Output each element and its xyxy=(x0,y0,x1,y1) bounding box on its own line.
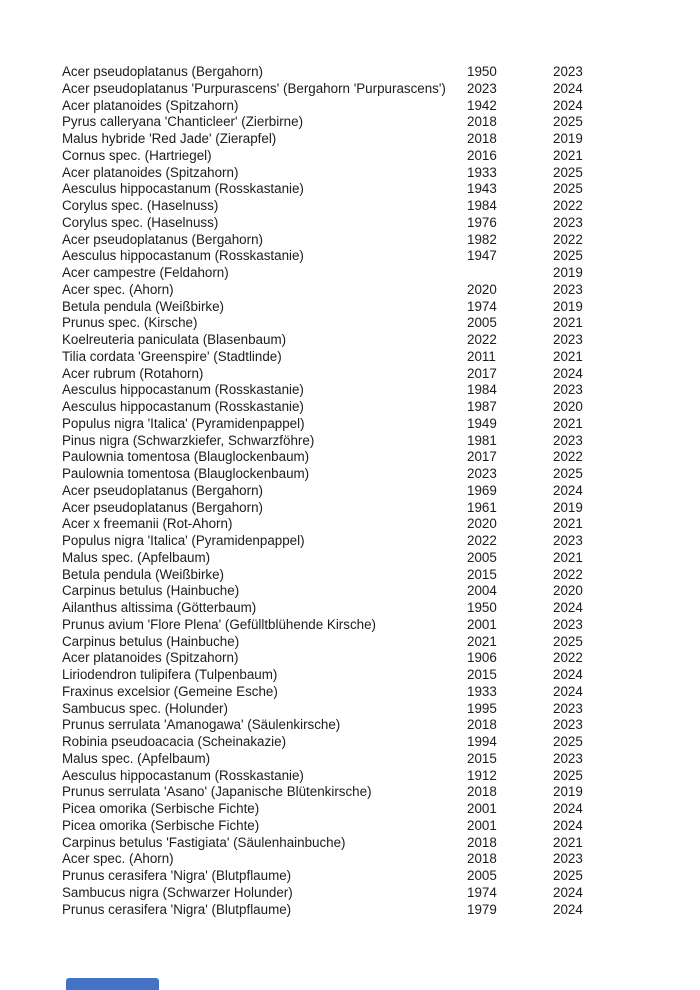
species-name: Acer pseudoplatanus (Bergahorn) xyxy=(62,482,263,498)
year-second: 2023 xyxy=(553,332,583,347)
table-row xyxy=(0,332,700,349)
species-name: Prunus cerasifera 'Nigra' (Blutpflaume) xyxy=(62,901,292,917)
year-second: 2019 xyxy=(553,499,583,515)
year-first: 2016 xyxy=(467,147,497,163)
table-row xyxy=(0,617,700,634)
year-first: 1942 xyxy=(467,97,497,113)
species-name: Prunus avium 'Flore Plena' (Gefülltblühende Kirsche) xyxy=(62,616,376,632)
year-first: 1906 xyxy=(467,650,497,666)
year-first: 1987 xyxy=(467,399,497,414)
species-name: Tilia cordata 'Greenspire' (Stadtlinde) xyxy=(62,348,282,364)
year-second: 2025 xyxy=(553,466,583,481)
table-row xyxy=(0,818,700,835)
year-first: 2018 xyxy=(467,784,497,800)
table-row xyxy=(0,634,700,651)
table-row xyxy=(0,382,700,399)
year-second: 2023 xyxy=(553,382,583,398)
year-first: 2018 xyxy=(467,834,497,850)
year-second: 2024 xyxy=(553,80,583,96)
species-name: Cornus spec. (Hartriegel) xyxy=(62,147,212,163)
species-name: Aesculus hippocastanum (Rosskastanie) xyxy=(62,248,304,264)
table-row xyxy=(0,868,700,885)
year-first: 1994 xyxy=(467,734,497,749)
table-row xyxy=(0,232,700,249)
table-row xyxy=(0,483,700,500)
year-second: 2021 xyxy=(553,315,583,331)
species-name: Acer campestre (Feldahorn) xyxy=(62,265,229,280)
year-first: 2018 xyxy=(467,114,497,130)
table-row xyxy=(0,299,700,316)
species-name: Aesculus hippocastanum (Rosskastanie) xyxy=(62,767,304,783)
year-second: 2021 xyxy=(553,348,583,364)
year-first: 1933 xyxy=(467,164,497,180)
year-first: 2015 xyxy=(467,750,497,766)
species-name: Paulownia tomentosa (Blauglockenbaum) xyxy=(62,449,310,465)
table-row xyxy=(0,148,700,165)
species-name: Acer rubrum (Rotahorn) xyxy=(62,365,204,381)
species-name: Acer spec. (Ahorn) xyxy=(62,851,174,867)
table-row xyxy=(0,114,700,131)
species-name: Corylus spec. (Haselnuss) xyxy=(62,214,219,230)
species-name: Pinus nigra (Schwarzkiefer, Schwarzföhre) xyxy=(62,432,315,448)
table-row xyxy=(0,165,700,182)
year-second: 2024 xyxy=(553,801,583,816)
year-first: 2021 xyxy=(467,633,497,649)
table-row xyxy=(0,198,700,215)
species-name: Picea omorika (Serbische Fichte) xyxy=(62,801,260,816)
species-name: Carpinus betulus (Hainbuche) xyxy=(62,633,240,649)
table-row xyxy=(0,885,700,902)
table-row xyxy=(0,282,700,299)
year-second: 2021 xyxy=(553,549,583,565)
year-second: 2023 xyxy=(553,750,583,766)
species-name: Acer spec. (Ahorn) xyxy=(62,281,174,297)
year-first: 1979 xyxy=(467,901,497,917)
tree-table xyxy=(0,64,700,918)
year-first: 1912 xyxy=(467,767,497,783)
species-name: Acer pseudoplatanus (Bergahorn) xyxy=(62,64,263,79)
year-first: 2004 xyxy=(467,583,497,599)
table-row xyxy=(0,516,700,533)
year-first: 2018 xyxy=(467,717,497,733)
year-second: 2022 xyxy=(553,231,583,247)
year-second: 2021 xyxy=(553,147,583,163)
year-second: 2025 xyxy=(553,181,583,197)
year-first: 1974 xyxy=(467,884,497,900)
species-name: Koelreuteria paniculata (Blasenbaum) xyxy=(62,332,287,347)
table-row xyxy=(0,181,700,198)
year-first: 2001 xyxy=(467,801,497,816)
year-second: 2020 xyxy=(553,583,583,599)
table-row xyxy=(0,349,700,366)
year-second: 2022 xyxy=(553,566,583,582)
species-name: Populus nigra 'Italica' (Pyramidenpappel) xyxy=(62,533,305,548)
table-row xyxy=(0,433,700,450)
year-first: 1981 xyxy=(467,432,497,448)
table-row xyxy=(0,248,700,265)
table-row xyxy=(0,667,700,684)
year-first: 2005 xyxy=(467,868,497,883)
species-name: Sambucus spec. (Holunder) xyxy=(62,700,228,716)
species-name: Betula pendula (Weißbirke) xyxy=(62,298,225,314)
year-second: 2019 xyxy=(553,265,583,280)
year-second: 2024 xyxy=(553,365,583,381)
table-row xyxy=(0,717,700,734)
year-first: 1961 xyxy=(467,499,497,515)
species-name: Malus hybride 'Red Jade' (Zierapfel) xyxy=(62,131,277,146)
table-row xyxy=(0,500,700,517)
cutoff-blue-button[interactable] xyxy=(66,978,159,990)
year-first: 2018 xyxy=(467,851,497,867)
year-second: 2020 xyxy=(553,399,583,414)
species-name: Prunus serrulata 'Amanogawa' (Säulenkirsche) xyxy=(62,717,341,733)
table-row xyxy=(0,315,700,332)
year-second: 2024 xyxy=(553,901,583,917)
species-name: Aesculus hippocastanum (Rosskastanie) xyxy=(62,399,304,414)
year-first: 2015 xyxy=(467,667,497,682)
species-name: Corylus spec. (Haselnuss) xyxy=(62,198,219,213)
year-second: 2023 xyxy=(553,851,583,867)
table-row xyxy=(0,366,700,383)
year-second: 2021 xyxy=(553,834,583,850)
species-name: Liriodendron tulipifera (Tulpenbaum) xyxy=(62,667,278,682)
year-first: 1974 xyxy=(467,298,497,314)
year-second: 2023 xyxy=(553,432,583,448)
species-name: Prunus spec. (Kirsche) xyxy=(62,315,198,331)
table-row xyxy=(0,265,700,282)
year-second: 2023 xyxy=(553,700,583,716)
year-first: 2001 xyxy=(467,817,497,833)
year-first: 2001 xyxy=(467,616,497,632)
table-row xyxy=(0,751,700,768)
species-name: Carpinus betulus 'Fastigiata' (Säulenhainbuche) xyxy=(62,834,346,850)
table-row xyxy=(0,567,700,584)
species-name: Acer platanoides (Spitzahorn) xyxy=(62,164,239,180)
table-row xyxy=(0,600,700,617)
year-second: 2023 xyxy=(553,717,583,733)
table-row xyxy=(0,734,700,751)
year-second: 2024 xyxy=(553,600,583,615)
year-second: 2021 xyxy=(553,516,583,532)
year-first: 2005 xyxy=(467,549,497,565)
year-second: 2025 xyxy=(553,633,583,649)
year-second: 2019 xyxy=(553,784,583,800)
year-first: 1995 xyxy=(467,700,497,716)
species-name: Acer x freemanii (Rot-Ahorn) xyxy=(62,516,233,532)
table-row xyxy=(0,81,700,98)
year-second: 2019 xyxy=(553,131,583,146)
table-row xyxy=(0,835,700,852)
year-second: 2023 xyxy=(553,533,583,548)
table-row xyxy=(0,768,700,785)
year-second: 2024 xyxy=(553,667,583,682)
species-name: Malus spec. (Apfelbaum) xyxy=(62,549,211,565)
species-name: Prunus serrulata 'Asano' (Japanische Blütenkirsche) xyxy=(62,784,372,800)
species-name: Robinia pseudoacacia (Scheinakazie) xyxy=(62,734,287,749)
table-row xyxy=(0,784,700,801)
species-name: Picea omorika (Serbische Fichte) xyxy=(62,817,260,833)
year-second: 2025 xyxy=(553,868,583,883)
year-second: 2024 xyxy=(553,884,583,900)
year-second: 2025 xyxy=(553,114,583,130)
year-second: 2025 xyxy=(553,164,583,180)
year-first: 1947 xyxy=(467,248,497,264)
year-first: 1976 xyxy=(467,214,497,230)
species-name: Pyrus calleryana 'Chanticleer' (Zierbirne) xyxy=(62,114,304,130)
year-first: 2018 xyxy=(467,131,497,146)
table-row xyxy=(0,583,700,600)
table-row xyxy=(0,64,700,81)
species-name: Malus spec. (Apfelbaum) xyxy=(62,750,211,766)
species-name: Aesculus hippocastanum (Rosskastanie) xyxy=(62,382,304,398)
year-first: 2023 xyxy=(467,80,497,96)
year-second: 2024 xyxy=(553,817,583,833)
year-second: 2025 xyxy=(553,734,583,749)
table-row xyxy=(0,701,700,718)
year-second: 2021 xyxy=(553,415,583,431)
table-row xyxy=(0,550,700,567)
year-second: 2022 xyxy=(553,650,583,666)
table-row xyxy=(0,215,700,232)
year-first: 2005 xyxy=(467,315,497,331)
year-second: 2022 xyxy=(553,449,583,465)
year-first xyxy=(467,265,553,282)
species-name: Sambucus nigra (Schwarzer Holunder) xyxy=(62,884,293,900)
species-name: Acer platanoides (Spitzahorn) xyxy=(62,650,239,666)
year-second: 2024 xyxy=(553,683,583,699)
table-row xyxy=(0,533,700,550)
species-name: Ailanthus altissima (Götterbaum) xyxy=(62,600,257,615)
species-name: Acer pseudoplatanus (Bergahorn) xyxy=(62,499,263,515)
table-row xyxy=(0,416,700,433)
table-row xyxy=(0,98,700,115)
year-first: 1969 xyxy=(467,482,497,498)
year-second: 2019 xyxy=(553,298,583,314)
species-name: Acer pseudoplatanus 'Purpurascens' (Bergahorn 'Purpurascens') xyxy=(62,80,446,96)
table-row xyxy=(0,902,700,919)
year-second: 2023 xyxy=(553,616,583,632)
year-second: 2025 xyxy=(553,767,583,783)
year-first: 2017 xyxy=(467,365,497,381)
year-first: 1950 xyxy=(467,64,497,79)
year-first: 2011 xyxy=(467,348,496,364)
year-first: 1984 xyxy=(467,382,497,398)
species-name: Betula pendula (Weißbirke) xyxy=(62,566,225,582)
species-name: Carpinus betulus (Hainbuche) xyxy=(62,583,240,599)
species-name: Aesculus hippocastanum (Rosskastanie) xyxy=(62,181,304,197)
year-first: 2017 xyxy=(467,449,497,465)
table-row xyxy=(0,449,700,466)
year-second: 2023 xyxy=(553,214,583,230)
year-first: 1933 xyxy=(467,683,497,699)
year-first: 1984 xyxy=(467,198,497,213)
year-second: 2024 xyxy=(553,482,583,498)
year-first: 1982 xyxy=(467,231,497,247)
year-second: 2025 xyxy=(553,248,583,264)
year-first: 1943 xyxy=(467,181,497,197)
year-second: 2022 xyxy=(553,198,583,213)
year-first: 2015 xyxy=(467,566,497,582)
species-name: Acer platanoides (Spitzahorn) xyxy=(62,97,239,113)
species-name: Acer pseudoplatanus (Bergahorn) xyxy=(62,231,263,247)
table-row xyxy=(0,650,700,667)
year-first: 2020 xyxy=(467,516,497,532)
table-row xyxy=(0,466,700,483)
year-first: 1950 xyxy=(467,600,497,615)
table-row xyxy=(0,851,700,868)
table-row xyxy=(0,399,700,416)
table-row xyxy=(0,801,700,818)
species-name: Fraxinus excelsior (Gemeine Esche) xyxy=(62,683,278,699)
table-row xyxy=(0,131,700,148)
year-first: 1949 xyxy=(467,415,497,431)
species-name: Populus nigra 'Italica' (Pyramidenpappel) xyxy=(62,415,305,431)
species-name: Paulownia tomentosa (Blauglockenbaum) xyxy=(62,466,310,481)
year-second: 2023 xyxy=(553,281,583,297)
year-first: 2020 xyxy=(467,281,497,297)
year-first: 2023 xyxy=(467,466,497,481)
year-second: 2024 xyxy=(553,97,583,113)
year-first: 2022 xyxy=(467,332,497,347)
year-first: 2022 xyxy=(467,533,497,548)
year-second: 2023 xyxy=(553,64,583,79)
table-row xyxy=(0,684,700,701)
species-name: Prunus cerasifera 'Nigra' (Blutpflaume) xyxy=(62,868,292,883)
